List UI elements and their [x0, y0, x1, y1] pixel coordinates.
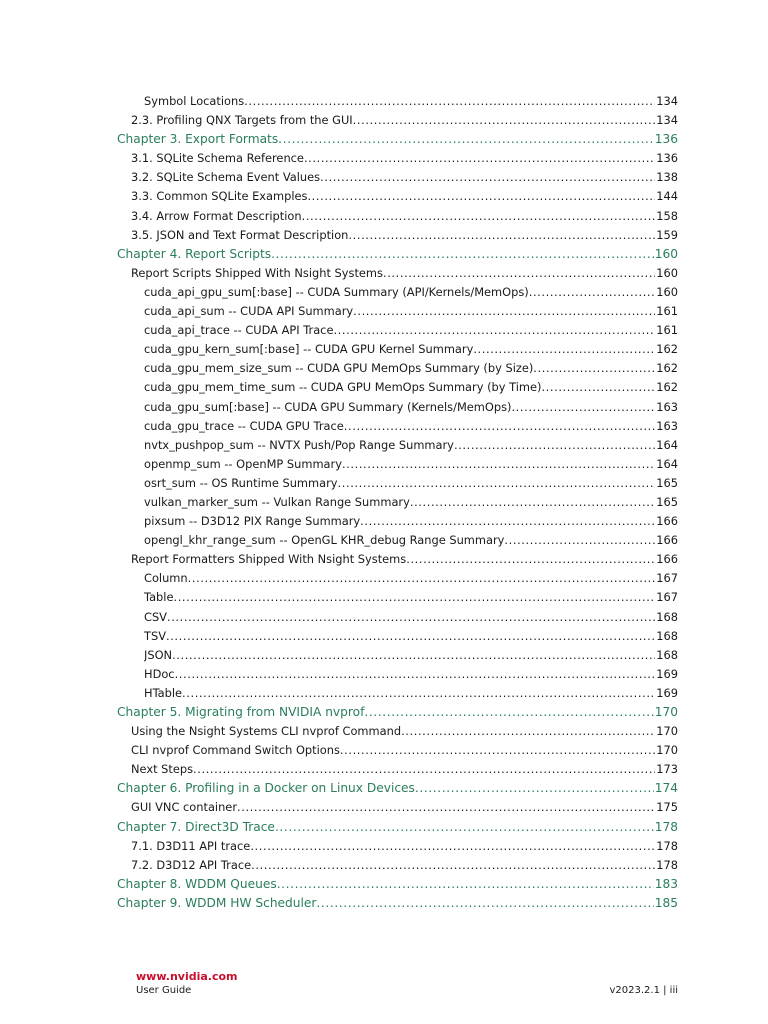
toc-entry-page-number: 169: [655, 665, 678, 684]
toc-entry[interactable]: [144, 359, 768, 378]
toc-entry[interactable]: [144, 493, 768, 512]
toc-entry-page-number: 134: [655, 111, 678, 130]
toc-chapter-entry[interactable]: [117, 130, 768, 149]
toc-entry-page-number: 162: [655, 340, 678, 359]
toc-entry-title: osrt_sum -- OS Runtime Summary .....: [144, 474, 678, 493]
toc-entry-title: cuda_gpu_mem_time_sum -- CUDA GPU MemOps Summary (by Time) .....: [144, 378, 678, 397]
toc-entry-page-number: 167: [655, 588, 678, 607]
toc-entry-title: cuda_api_gpu_sum[:base] -- CUDA Summary (API/Kernels/MemOps) .....: [144, 283, 678, 302]
footer-version-page: v2023.2.1 | iii: [609, 985, 678, 996]
toc-entry-page-number: 178: [655, 837, 678, 856]
toc-chapter-entry[interactable]: [117, 894, 768, 913]
toc-entry[interactable]: [131, 760, 768, 779]
toc-entry-page-number: 134: [655, 92, 678, 111]
toc-entry-page-number: 165: [655, 493, 678, 512]
toc-chapter-entry[interactable]: [117, 875, 768, 894]
toc-entry[interactable]: [144, 588, 768, 607]
toc-entry-page-number: 168: [655, 627, 678, 646]
toc-entry-title: 3.4. Arrow Format Description .....: [131, 207, 678, 226]
toc-entry-title: cuda_gpu_trace -- CUDA GPU Trace .....: [144, 417, 678, 436]
toc-entry[interactable]: [144, 398, 768, 417]
toc-entry[interactable]: [144, 340, 768, 359]
toc-entry[interactable]: [144, 608, 768, 627]
toc-entry-page-number: 160: [655, 283, 678, 302]
toc-entry-title: openmp_sum -- OpenMP Summary .....: [144, 455, 678, 474]
toc-entry-title: 2.3. Profiling QNX Targets from the GUI .....: [131, 111, 678, 130]
toc-entry-page-number: 164: [655, 455, 678, 474]
footer-doc-type: User Guide: [136, 985, 192, 996]
toc-entry-title: Chapter 7. Direct3D Trace .....: [117, 818, 678, 837]
toc-entry-page-number: 170: [655, 722, 678, 741]
toc-entry-title: GUI VNC container .....: [131, 798, 678, 817]
toc-entry-title: 7.2. D3D12 API Trace .....: [131, 856, 678, 875]
toc-entry-page-number: 168: [655, 646, 678, 665]
toc-entry-page-number: 161: [655, 302, 678, 321]
toc-entry[interactable]: [131, 856, 768, 875]
toc-entry-page-number: 163: [655, 417, 678, 436]
toc-entry-title: cuda_gpu_sum[:base] -- CUDA GPU Summary (Kernels/MemOps) .....: [144, 398, 678, 417]
toc-entry[interactable]: [144, 646, 768, 665]
toc-entry-title: cuda_api_sum -- CUDA API Summary .....: [144, 302, 678, 321]
toc-entry-page-number: 170: [654, 703, 678, 722]
toc-entry[interactable]: [131, 722, 768, 741]
toc-entry-title: 3.1. SQLite Schema Reference .....: [131, 149, 678, 168]
toc-entry-title: pixsum -- D3D12 PIX Range Summary .....: [144, 512, 678, 531]
toc-entry[interactable]: [144, 474, 768, 493]
toc-entry-page-number: 138: [655, 168, 678, 187]
toc-entry-title: Chapter 4. Report Scripts .....: [117, 245, 678, 264]
toc-entry-title: 3.3. Common SQLite Examples .....: [131, 187, 678, 206]
toc-entry-page-number: 178: [655, 856, 678, 875]
toc-entry-page-number: 159: [655, 226, 678, 245]
toc-chapter-entry[interactable]: [117, 818, 768, 837]
toc-entry-page-number: 170: [655, 741, 678, 760]
toc-entry-page-number: 167: [655, 569, 678, 588]
toc-entry-page-number: 169: [655, 684, 678, 703]
toc-entry[interactable]: [131, 111, 768, 130]
toc-entry-page-number: 165: [655, 474, 678, 493]
toc-entry-page-number: 173: [655, 760, 678, 779]
footer-url-link[interactable]: www.nvidia.com: [136, 970, 238, 983]
toc-entry-title: CLI nvprof Command Switch Options .....: [131, 741, 678, 760]
toc-entry[interactable]: [144, 378, 768, 397]
toc-entry[interactable]: [131, 741, 768, 760]
toc-entry-page-number: 136: [654, 130, 678, 149]
toc-entry-page-number: 164: [655, 436, 678, 455]
toc-entry-page-number: 160: [655, 264, 678, 283]
toc-entry-title: Chapter 5. Migrating from NVIDIA nvprof .....: [117, 703, 678, 722]
toc-entry[interactable]: [131, 187, 768, 206]
toc-entry-title: Column .....: [144, 569, 678, 588]
toc-entry-title: vulkan_marker_sum -- Vulkan Range Summary .....: [144, 493, 678, 512]
toc-entry-title: Next Steps .....: [131, 760, 678, 779]
toc-entry[interactable]: [131, 149, 768, 168]
toc-entry[interactable]: [131, 550, 768, 569]
toc-chapter-entry[interactable]: [117, 779, 768, 798]
toc-entry[interactable]: [144, 417, 768, 436]
toc-entry-page-number: 162: [655, 378, 678, 397]
toc-entry-title: 3.2. SQLite Schema Event Values .....: [131, 168, 678, 187]
toc-entry[interactable]: [144, 512, 768, 531]
toc-entry-title: Chapter 9. WDDM HW Scheduler .....: [117, 894, 678, 913]
toc-entry-title: Chapter 8. WDDM Queues .....: [117, 875, 678, 894]
toc-entry-title: TSV .....: [144, 627, 678, 646]
toc-entry-title: HTable .....: [144, 684, 678, 703]
toc-entry-title: cuda_gpu_mem_size_sum -- CUDA GPU MemOps Summary (by Size) .....: [144, 359, 678, 378]
toc-entry-page-number: 136: [655, 149, 678, 168]
toc-entry[interactable]: [144, 684, 768, 703]
toc-entry-page-number: 185: [654, 894, 678, 913]
toc-entry[interactable]: [144, 92, 768, 111]
toc-entry[interactable]: [144, 455, 768, 474]
toc-entry-page-number: 160: [654, 245, 678, 264]
toc-entry[interactable]: [131, 226, 768, 245]
toc-entry-page-number: 162: [655, 359, 678, 378]
toc-entry-page-number: 166: [655, 531, 678, 550]
toc-entry[interactable]: [144, 283, 768, 302]
toc-entry[interactable]: [144, 321, 768, 340]
toc-entry-page-number: 158: [655, 207, 678, 226]
toc-entry[interactable]: [131, 264, 768, 283]
toc-entry[interactable]: [144, 436, 768, 455]
toc-entry-page-number: 168: [655, 608, 678, 627]
toc-entry[interactable]: [144, 627, 768, 646]
toc-entry-page-number: 174: [654, 779, 678, 798]
toc-entry-title: Table .....: [144, 588, 678, 607]
toc-entry-title: cuda_api_trace -- CUDA API Trace .....: [144, 321, 678, 340]
toc-entry-title: cuda_gpu_kern_sum[:base] -- CUDA GPU Kernel Summary .....: [144, 340, 678, 359]
table-of-contents: [0, 92, 768, 913]
toc-entry-page-number: 175: [655, 798, 678, 817]
toc-entry-title: 7.1. D3D11 API trace .....: [131, 837, 678, 856]
toc-entry-page-number: 144: [655, 187, 678, 206]
toc-entry-title: Report Formatters Shipped With Nsight Systems .....: [131, 550, 678, 569]
toc-entry-page-number: 178: [654, 818, 678, 837]
toc-entry-page-number: 161: [655, 321, 678, 340]
toc-entry-title: 3.5. JSON and Text Format Description .....: [131, 226, 678, 245]
toc-entry-page-number: 166: [655, 512, 678, 531]
toc-entry[interactable]: [131, 207, 768, 226]
toc-entry[interactable]: [131, 168, 768, 187]
toc-entry-title: Chapter 6. Profiling in a Docker on Linux Devices .....: [117, 779, 678, 798]
toc-entry-title: nvtx_pushpop_sum -- NVTX Push/Pop Range Summary .....: [144, 436, 678, 455]
toc-entry[interactable]: [144, 531, 768, 550]
toc-entry-title: CSV .....: [144, 608, 678, 627]
toc-entry[interactable]: [131, 837, 768, 856]
toc-entry[interactable]: [144, 665, 768, 684]
toc-entry-page-number: 183: [654, 875, 678, 894]
toc-entry-title: Symbol Locations .....: [144, 92, 678, 111]
toc-entry-title: opengl_khr_range_sum -- OpenGL KHR_debug Range Summary .....: [144, 531, 678, 550]
toc-chapter-entry[interactable]: [117, 703, 768, 722]
toc-entry-title: Using the Nsight Systems CLI nvprof Command .....: [131, 722, 678, 741]
toc-entry-title: HDoc .....: [144, 665, 678, 684]
toc-chapter-entry[interactable]: [117, 245, 768, 264]
toc-entry-title: Report Scripts Shipped With Nsight Systems .....: [131, 264, 678, 283]
toc-entry-page-number: 163: [655, 398, 678, 417]
toc-entry-page-number: 166: [655, 550, 678, 569]
toc-entry[interactable]: [144, 569, 768, 588]
toc-entry[interactable]: [144, 302, 768, 321]
toc-entry-title: Chapter 3. Export Formats .....: [117, 130, 678, 149]
toc-entry[interactable]: [131, 798, 768, 817]
toc-entry-title: JSON .....: [144, 646, 678, 665]
